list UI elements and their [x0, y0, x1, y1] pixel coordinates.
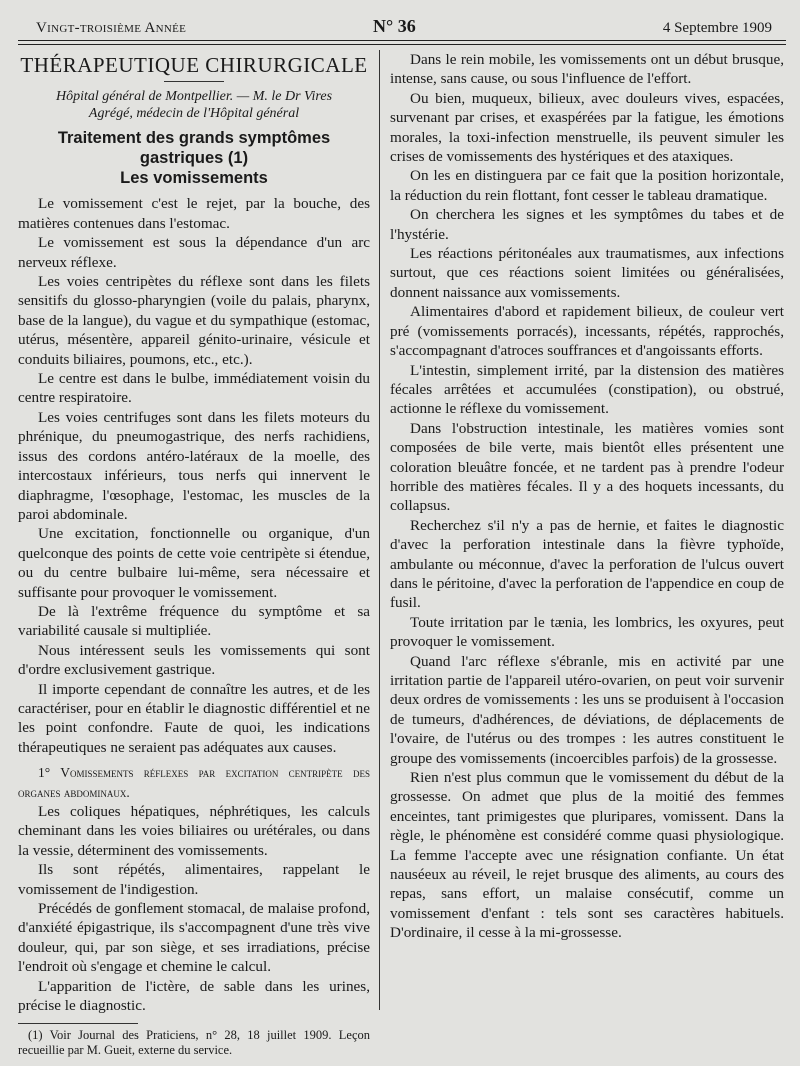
article-title	[18, 128, 370, 188]
paragraph: Quand l'arc réflexe s'ébranle, mis en activité par une irritation partie de l'appareil utéro-ovarien, on peut voir survenir deux ordres de vomissements : les uns se produisent à l'occasion de tumeurs, d'adhérences, de déviations, de déplacements de l'ovaire, de l'utérus ou des trompes : les autres constituent le groupe des vomissements (incoercibles parfois) de la grossesse.	[390, 652, 784, 767]
paragraph: Nous intéressent seuls les vomissements qui sont d'ordre exclusivement gastrique.	[18, 641, 370, 679]
paragraph: Ils sont répétés, alimentaires, rappelant le vomissement de l'indigestion.	[18, 861, 370, 898]
paragraph: Il importe cependant de connaître les autres, et de les caractériser, pour en établir le diagnostic différentiel et ne les point confondre. Faute de quoi, les indications thérapeutiques ne seraient pas adéquates aux causes.	[18, 680, 370, 756]
byline-author-role: Agrégé, médecin de l'Hôpital général	[88, 106, 300, 122]
paragraph: Précédés de gonflement stomacal, de malaise profond, d'anxiété épigastrique, ils s'accompagnent d'une très vive douleur, qui, par son siège, et ses irradiations, précise l'endroit où s'engage et chemine le calcul.	[18, 900, 370, 976]
paragraph: Le centre est dans le bulbe, immédiatement voisin du centre respiratoire.	[18, 370, 370, 407]
header-rule-double	[18, 44, 786, 45]
header-issue-number: N° 36	[373, 16, 416, 36]
paragraph: Les voies centrifuges sont dans les filets moteurs du phrénique, du pneumogastrique, des nerfs rachidiens, issus des cordons antéro-latéraux de la moelle, des intercostaux inférieurs, tous nerfs qui innervent le diaphragme, l'œsophage, l'estomac, les muscles de la paroi abdominale.	[18, 408, 370, 523]
paragraph: Ou bien, muqueux, bilieux, avec douleurs vives, espacées, survenant par crises, et exaspérées par la fatigue, les émotions morales, la toxi-infection menstruelle, ils peuvent simuler les crises de vomissements des hystériques et des ataxiques.	[390, 89, 784, 166]
article-columns	[18, 50, 786, 1066]
paragraph: Les coliques hépatiques, néphrétiques, les calculs cheminant dans les voies biliaires ou urétérales, ou dans la vessie, déterminent des vomissements.	[18, 803, 370, 859]
header-date: 4 Septembre 1909	[662, 20, 772, 36]
footnote-rule	[18, 1023, 138, 1024]
section-title-rule	[164, 81, 224, 82]
subsection-heading: 1° Vomissements réflexes par excitation centripète des organes abdominaux.	[18, 765, 370, 800]
paragraph: Alimentaires d'abord et rapidement bilieux, de couleur vert pré (vomissements porracés), incessants, répétés, rapprochés, s'accompagnant d'atroces souffrances et d'angoissants efforts.	[390, 303, 784, 360]
byline-hospital: Hôpital général de Montpellier. — M. le Dr Vires	[55, 89, 333, 105]
paragraph: Recherchez s'il n'y a pas de hernie, et faites le diagnostic d'avec la perforation intestinale dans la fièvre typhoïde, ambulante ou méconnue, d'avec la perforation de l'ulcus ouvert dans le péritoine, d'avec la perforation de l'appendice en coup de fusil.	[390, 516, 784, 612]
right-column	[390, 50, 784, 943]
paragraph: Rien n'est plus commun que le vomissement du début de la grossesse. On admet que plus de la moitié des femmes enceintes, tant primigestes que pluripares, vomissent. Dans la règle, le phénomène est considéré comme quasi physiologique. La femme l'accepte avec une résignation confiante. Un état nauséeux au réveil, le rejet brusque des aliments, au cours des repas, sans effort, un malaise consécutif, comme un vomissement d'enfant : tels sont ses caractères habituels. D'ordinaire, il cesse à la mi-grossesse.	[390, 769, 784, 942]
article-title-line-2: Les vomissements	[120, 169, 268, 188]
paragraph: Le vomissement est sous la dépendance d'un arc nerveux réflexe.	[18, 234, 370, 271]
paragraph: De là l'extrême fréquence du symptôme et sa variabilité causale si multipliée.	[18, 602, 370, 640]
paragraph: Les réactions péritonéales aux traumatismes, aux infections surtout, que ces réactions soient limitées ou généralisées, donnent naissance aux vomissements.	[390, 245, 784, 301]
paragraph: Les voies centripètes du réflexe sont dans les filets sensitifs du glosso-pharyngien (voile du palais, pharynx, base de la langue), du vague et du sympathique (estomac, utérus, mésentère, appareil génito-urinaire, vésicule et conduits biliaires, poumons, etc., etc.).	[18, 273, 370, 368]
header-volume: Vingt-troisième Année	[36, 20, 187, 36]
paragraph: Une excitation, fonctionnelle ou organique, d'un quelconque des points de cette voie centripète si étendue, ou du centre bulbaire lui-même, sera nécessaire et suffisante pour provoquer le vomissement.	[18, 525, 370, 601]
paragraph: Dans l'obstruction intestinale, les matières vomies sont composées de bile verte, mais bientôt elles présentent une coloration bleuâtre foncée, et ne tardent pas à prendre l'odeur horrible des matières fécales. Il y a des hoquets incessants, du collapsus.	[390, 419, 784, 515]
running-header	[18, 14, 786, 40]
header-rule	[18, 40, 786, 41]
footnote: (1) Voir Journal des Praticiens, n° 28, 18 juillet 1909. Leçon recueillie par M. Gueit, externe du service.	[18, 1028, 370, 1058]
paragraph: L'apparition de l'ictère, de sable dans les urines, précise le diagnostic.	[18, 977, 370, 1015]
article-title-line-1: Traitement des grands symptômes gastriques (1)	[57, 129, 331, 168]
left-column	[18, 50, 370, 1058]
paragraph: On cherchera les signes et les symptômes du tabes et de l'hystérie.	[390, 206, 784, 243]
paragraph: Dans le rein mobile, les vomissements ont un début brusque, intense, sans cause, ou sous l'influence de l'effort.	[390, 51, 784, 88]
paragraph: Le vomissement c'est le rejet, par la bouche, des matières contenues dans l'estomac.	[18, 195, 370, 232]
paragraph: L'intestin, simplement irrité, par la distension des matières fécales arrêtées et accumulées (constipation), ou obstrué, actionne le réflexe du vomissement.	[390, 361, 784, 418]
section-title: THÉRAPEUTIQUE CHIRURGICALE	[20, 53, 368, 77]
paragraph: On les en distinguera par ce fait que la position horizontale, la réduction du rein flottant, font cesser le tableau dramatique.	[390, 167, 784, 204]
column-divider	[379, 50, 380, 1010]
paragraph: Toute irritation par le tænia, les lombrics, les oxyures, peut provoquer le vomissement.	[390, 613, 784, 651]
